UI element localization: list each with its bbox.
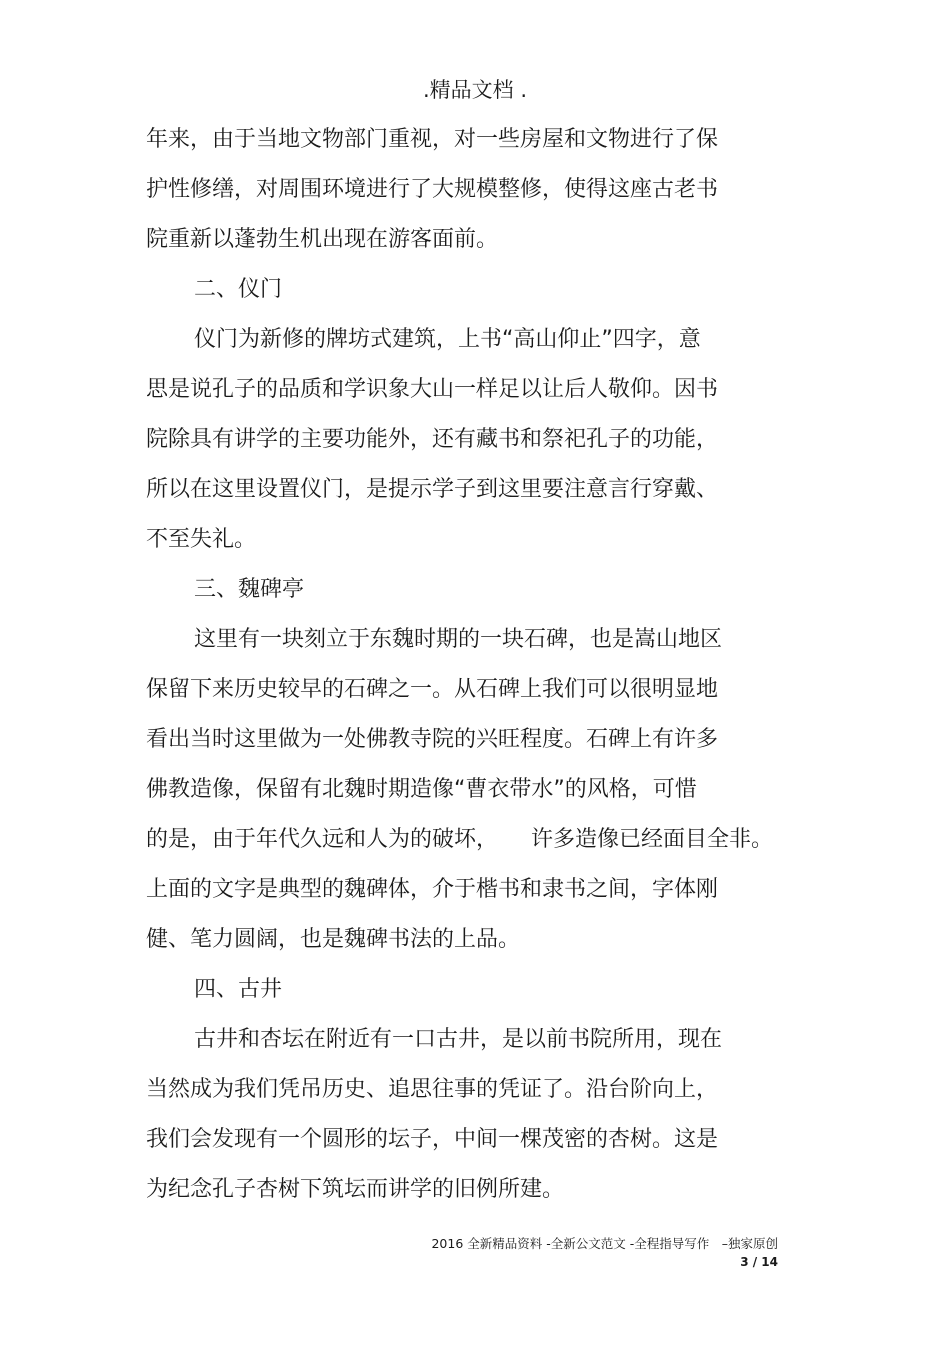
text-line: 年来，由于当地文物部门重视，对一些房屋和文物进行了保 [146, 127, 719, 152]
text-line: 健、笔力圆阔，也是魏碑书法的上品。 [146, 927, 521, 952]
text-line: 仪门为新修的牌坊式建筑，上书“高山仰止”四字，意 [194, 327, 701, 352]
text-line: 思是说孔子的品质和学识象大山一样足以让后人敬仰。因书 [146, 377, 719, 402]
text-line: 佛教造像，保留有北魏时期造像“曹衣带水”的风格，可惜 [146, 777, 697, 802]
text-line: 保留下来历史较早的石碑之一。从石碑上我们可以很明显地 [146, 677, 719, 702]
page-header: .精品文档 . [422, 78, 528, 102]
page-number: 3 / 14 [740, 1255, 778, 1269]
text-line: 三、魏碑亭 [194, 577, 305, 602]
text-line: 这里有一块刻立于东魏时期的一块石碑，也是嵩山地区 [194, 627, 723, 652]
text-line: 的是，由于年代久远和人为的破坏， 许多造像已经面目全非。 [146, 827, 774, 852]
text-line: 上面的文字是典型的魏碑体，介于楷书和隶书之间，字体刚 [146, 877, 719, 902]
text-line: 当然成为我们凭吊历史、追思往事的凭证了。沿台阶向上， [146, 1077, 719, 1102]
text-line: 我们会发现有一个圆形的坛子，中间一棵茂密的杏树。这是 [146, 1127, 719, 1152]
text-line: 院除具有讲学的主要功能外，还有藏书和祭祀孔子的功能， [146, 427, 719, 452]
text-line: 看出当时这里做为一处佛教寺院的兴旺程度。石碑上有许多 [146, 727, 719, 752]
page-footer: 2016 全新精品资料 -全新公文范文 -全程指导写作 –独家原创 [431, 1236, 778, 1251]
text-line: 护性修缮，对周围环境进行了大规模整修，使得这座古老书 [146, 177, 719, 202]
text-line: 古井和杏坛在附近有一口古井，是以前书院所用，现在 [194, 1027, 723, 1052]
text-line: 二、仪门 [194, 277, 283, 302]
document-body [146, 124, 796, 1224]
text-line: 院重新以蓬勃生机出现在游客面前。 [146, 227, 499, 252]
text-line: 四、古井 [194, 977, 283, 1002]
text-line: 为纪念孔子杏树下筑坛而讲学的旧例所建。 [146, 1177, 565, 1202]
text-line: 所以在这里设置仪门，是提示学子到这里要注意言行穿戴、 [146, 477, 719, 502]
text-line: 不至失礼。 [146, 527, 257, 552]
